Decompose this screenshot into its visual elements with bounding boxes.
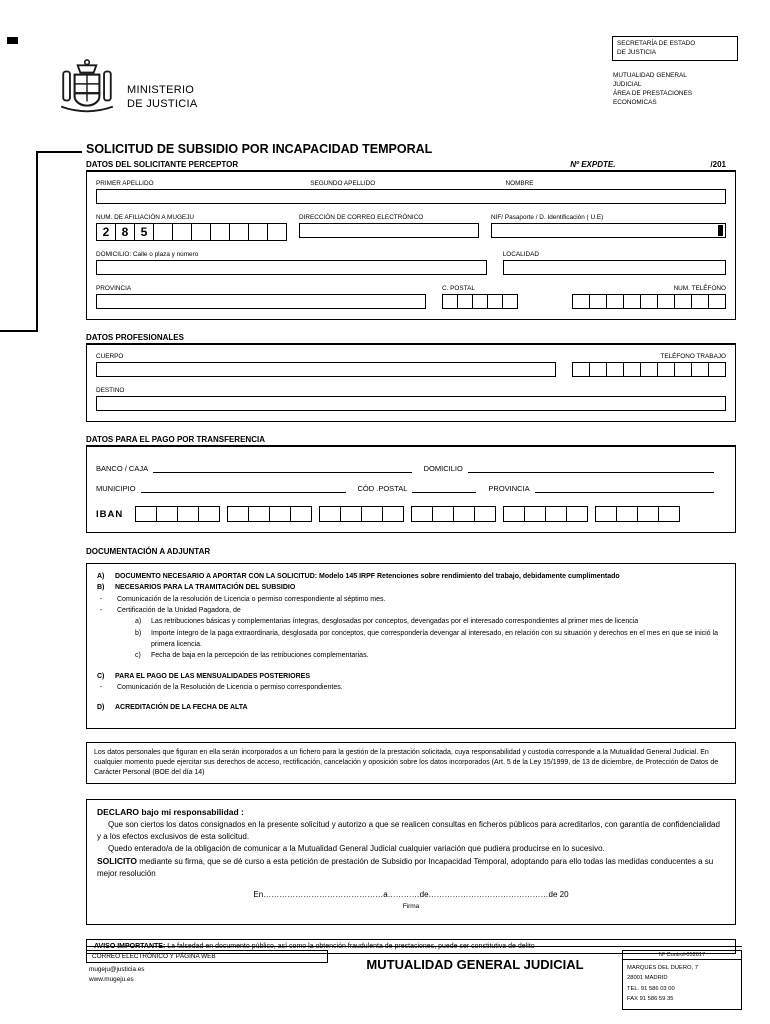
- section-title-documentation: DOCUMENTACIÓN A ADJUNTAR: [86, 547, 211, 556]
- solicito-label: SOLICITO: [97, 855, 137, 866]
- char-cell[interactable]: [503, 506, 525, 522]
- section-title-payment: DATOS PARA EL PAGO POR TRANSFERENCIA: [86, 435, 265, 444]
- iban-cells-group: [319, 506, 404, 522]
- expdte-label: Nº EXPDTE.: [570, 160, 616, 169]
- organization-block: [613, 72, 692, 108]
- nif-field[interactable]: [491, 223, 726, 238]
- expdte-value: /201: [710, 160, 726, 169]
- spain-coat-of-arms-logo: [56, 56, 118, 118]
- organization-line: JUDICIAL: [613, 80, 642, 88]
- organization-line: MUTUALIDAD GENERAL: [613, 72, 687, 79]
- domicilio-field[interactable]: [96, 260, 487, 275]
- footer-address-block: [622, 950, 742, 1010]
- doc-marker: B): [97, 584, 105, 592]
- telefono-trabajo-group: [572, 353, 726, 377]
- doc-text: Las retribuciones básicas y complementarias íntegras, desglosadas por conceptos, devengadas por el interesado correspondientes al primer mes de licencia: [151, 618, 639, 626]
- localidad-field[interactable]: [503, 260, 726, 275]
- iban-cells-group: [227, 506, 312, 522]
- doc-text: PARA EL PAGO DE LAS MENSUALIDADES POSTERIORES: [115, 672, 310, 680]
- ministry-line: MINISTERIO: [127, 84, 195, 96]
- label-destino: DESTINO: [96, 387, 125, 394]
- char-cell[interactable]: [545, 506, 567, 522]
- documentation-list: [86, 563, 736, 729]
- char-cell[interactable]: [319, 506, 341, 522]
- doc-text: Importe íntegro de la paga extraordinaria, desglosada por conceptos, que correspondería devengar al interesado, en relación con su situación y derechos en el mes en que se inició la primera licencia.: [151, 629, 718, 648]
- declaration-paragraph: Quedo enterado/a de la obligación de comunicar a la Mutualidad General Judicial cualquier variación que pudiera producirse en lo sucesivo.: [108, 843, 605, 853]
- secretaria-line: SECRETARÍA DE ESTADO: [617, 40, 696, 47]
- char-cell[interactable]: [267, 223, 287, 241]
- label-primer-apellido: PRIMER APELLIDO: [96, 180, 154, 187]
- char-cell[interactable]: [172, 223, 192, 241]
- char-cell[interactable]: [382, 506, 404, 522]
- ministry-line: DE JUSTICIA: [127, 97, 198, 110]
- secretaria-line: DE JUSTICIA: [617, 48, 657, 56]
- domicilio-group: [96, 251, 487, 275]
- char-cell[interactable]: [290, 506, 312, 522]
- doc-marker: a): [135, 618, 142, 626]
- footer-website[interactable]: www.mugeju.es: [89, 976, 134, 983]
- footer-address-line: TEL. 91 586 03 00: [627, 985, 675, 992]
- cpostal-cells: [442, 294, 518, 309]
- section-title-applicant: DATOS DEL SOLICITANTE PERCEPTOR: [86, 160, 239, 169]
- char-cell[interactable]: [361, 506, 383, 522]
- char-cell[interactable]: [156, 506, 178, 522]
- label-telefono-trabajo: TELÉFONO TRABAJO: [660, 353, 726, 360]
- char-cell[interactable]: [227, 506, 249, 522]
- municipio-field[interactable]: [141, 484, 346, 493]
- doc-text: Certificación de la Unidad Pagadora, de: [117, 606, 241, 614]
- char-cell[interactable]: [674, 294, 692, 309]
- label-pago-provincia: PROVINCIA: [488, 484, 530, 493]
- page-title: SOLICITUD DE SUBSIDIO POR INCAPACIDAD TEMPORAL: [86, 142, 433, 156]
- cod-postal-field[interactable]: [412, 484, 476, 493]
- char-cell[interactable]: [177, 506, 199, 522]
- iban-row: [96, 506, 726, 522]
- footer-contact-block: [86, 950, 328, 983]
- doc-item: [97, 605, 725, 616]
- char-cell[interactable]: [640, 362, 658, 377]
- char-cell[interactable]: [640, 294, 658, 309]
- doc-marker: D): [97, 704, 105, 712]
- afiliacion-group: [96, 214, 287, 241]
- footer-address: [623, 960, 741, 1009]
- registration-mark: [7, 37, 18, 44]
- telefono-group: [572, 285, 726, 309]
- doc-item: [97, 650, 725, 661]
- aviso-label: AVISO IMPORTANTE:: [94, 942, 166, 950]
- section-payment-header: [86, 435, 736, 447]
- footer-org-name: MUTUALIDAD GENERAL JUDICIAL: [366, 957, 584, 972]
- doc-item: [97, 594, 725, 605]
- label-segundo-apellido: SEGUNDO APELLIDO: [310, 180, 376, 187]
- iban-cells-group: [411, 506, 496, 522]
- label-nif: NIF/ Pasaporte / D. Identificación ( U.E): [491, 214, 604, 221]
- email-field[interactable]: [299, 223, 479, 238]
- declaration-paragraph: Que son ciertos los datos consignados en la presente solicitud y autorizo a que se realicen consultas en ficheros públicos para acreditarlos, con garantía de confidencialidad y a los efectos exclusivos de esta solicitud.: [97, 819, 720, 841]
- char-cell[interactable]: [457, 294, 473, 309]
- section-applicant-header: [86, 160, 736, 172]
- doc-marker: b): [135, 629, 142, 637]
- label-nombre: NOMBRE: [505, 180, 534, 187]
- char-cell[interactable]: [657, 362, 675, 377]
- char-cell[interactable]: [474, 506, 496, 522]
- doc-text: DOCUMENTO NECESARIO A APORTAR CON LA SOLICITUD: Modelo 145 IRPF Retenciones sobre rendimiento del trabajo, debidamente cumplimentado: [115, 573, 620, 580]
- char-cell[interactable]: [453, 506, 475, 522]
- footer-address-line: MARQUÉS DEL DUERO, 7: [627, 965, 698, 971]
- char-cell[interactable]: [411, 506, 433, 522]
- char-cell[interactable]: [248, 506, 270, 522]
- label-domicilio: DOMICILIO: Calle o plaza y número: [96, 251, 199, 258]
- footer-email[interactable]: mugeju@justicia.es: [89, 966, 145, 973]
- char-cell[interactable]: [210, 223, 230, 241]
- char-cell[interactable]: [674, 362, 692, 377]
- char-cell[interactable]: 8: [115, 223, 135, 241]
- provincia-field[interactable]: [96, 294, 426, 309]
- char-cell[interactable]: 5: [134, 223, 154, 241]
- label-cuerpo: CUERPO: [96, 353, 124, 360]
- label-telefono: NUM. TELÉFONO: [673, 285, 726, 292]
- char-cell[interactable]: [198, 506, 220, 522]
- footer-address-line: FAX 91 586 59 35: [627, 996, 674, 1003]
- destino-field[interactable]: [96, 396, 726, 411]
- telefono-cells: [572, 294, 726, 309]
- label-afiliacion: NUM. DE AFILIACIÓN A MUGEJU: [96, 214, 195, 221]
- char-cell[interactable]: [572, 294, 590, 309]
- secretaria-box: [612, 36, 738, 61]
- char-cell[interactable]: [623, 294, 641, 309]
- char-cell[interactable]: 2: [96, 223, 116, 241]
- localidad-group: [503, 251, 726, 275]
- telefono-trabajo-cells: [572, 362, 726, 377]
- label-c-postal: C. POSTAL: [442, 285, 475, 292]
- char-cell[interactable]: [606, 294, 624, 309]
- field-end-mark: [718, 225, 723, 236]
- char-cell[interactable]: [472, 294, 488, 309]
- char-cell[interactable]: [487, 294, 503, 309]
- section-professional-header: [86, 333, 736, 345]
- iban-cells-group: [595, 506, 680, 522]
- doc-item: [97, 582, 725, 593]
- char-cell[interactable]: [153, 223, 173, 241]
- char-cell[interactable]: [135, 506, 157, 522]
- pago-provincia-field[interactable]: [535, 484, 714, 493]
- label-pago-domicilio: DOMICILIO: [423, 464, 463, 473]
- doc-item: [97, 682, 725, 693]
- aviso-text: La falsedad en documento público, así como la obtención fraudulenta de prestaciones, puede ser constitutiva de delito: [165, 942, 535, 950]
- char-cell[interactable]: [248, 223, 268, 241]
- doc-marker: -: [100, 606, 103, 614]
- signature-label: Firma: [402, 902, 420, 910]
- afiliacion-cells: [96, 223, 287, 241]
- email-group: [299, 214, 479, 241]
- char-cell[interactable]: [229, 223, 249, 241]
- cpostal-group: [442, 285, 518, 309]
- organization-line: ÁREA DE PRESTACIONES: [613, 89, 693, 97]
- nif-group: [491, 214, 726, 241]
- footer-contact-title: CORREO ELECTRÓNICO Y PÁGINA WEB: [86, 950, 328, 963]
- apellidos-nombre-field[interactable]: [96, 189, 726, 204]
- char-cell[interactable]: [595, 506, 617, 522]
- footer-address-line: 28001 MADRID: [627, 975, 668, 982]
- char-cell[interactable]: [623, 362, 641, 377]
- provincia-group: [96, 285, 426, 309]
- doc-item: [97, 571, 725, 582]
- doc-text: Comunicación de la Resolución de Licencia o permiso correspondientes.: [117, 683, 343, 691]
- doc-text: ACREDITACIÓN DE LA FECHA DE ALTA: [115, 704, 248, 712]
- section-applicant: [86, 172, 736, 320]
- doc-text: Fecha de baja en la percepción de las retribuciones complementarias.: [151, 652, 369, 660]
- declaration-heading: DECLARO bajo mi responsabilidad :: [97, 807, 244, 818]
- name-labels-row: [96, 180, 726, 189]
- destino-group: [96, 387, 726, 411]
- label-municipio: MUNICIPIO: [96, 484, 136, 493]
- label-email: DIRECCIÓN DE CORREO ELECTRÓNICO: [299, 214, 424, 221]
- fold-mark-top: [36, 151, 82, 153]
- char-cell[interactable]: [658, 506, 680, 522]
- char-cell[interactable]: [589, 294, 607, 309]
- footer: [86, 946, 742, 1010]
- char-cell[interactable]: [708, 294, 726, 309]
- organization-line: ECONOMICAS: [613, 98, 657, 106]
- char-cell[interactable]: [191, 223, 211, 241]
- char-cell[interactable]: [524, 506, 546, 522]
- section-title-professional: DATOS PROFESIONALES: [86, 333, 184, 342]
- label-banco: BANCO / CAJA: [96, 464, 149, 473]
- doc-item: [97, 671, 725, 682]
- section-payment: [86, 447, 736, 533]
- footer-control-number: Nº Control-052017: [623, 951, 741, 960]
- doc-marker: c): [135, 652, 141, 660]
- ministry-name: [127, 84, 198, 112]
- solicito-paragraph: [97, 855, 725, 880]
- char-cell[interactable]: [708, 362, 726, 377]
- doc-text: NECESARIOS PARA LA TRAMITACIÓN DEL SUBSIDIO: [115, 584, 296, 592]
- char-cell[interactable]: [589, 362, 607, 377]
- doc-item: [97, 628, 725, 651]
- doc-item: [97, 616, 725, 627]
- doc-marker: A): [97, 573, 105, 580]
- char-cell[interactable]: [616, 506, 638, 522]
- privacy-notice: Los datos personales que figuran en ella serán incorporados a un fichero para la gestión de la prestación solicitada, cuya responsabilidad y custodia corresponde a la Mutualidad General Judicial. En cualquier momento puede ejercitar sus derechos de acceso, rectificación, cancelación y oposición sobre los datos incorporados (Art. 5 de la Ley 15/1999, de 13 de diciembre, de Protección de Datos de Carácter Personal (BOE del día 14): [86, 742, 736, 784]
- char-cell[interactable]: [566, 506, 588, 522]
- doc-marker: -: [100, 595, 103, 603]
- pago-domicilio-field[interactable]: [468, 464, 714, 473]
- char-cell[interactable]: [502, 294, 518, 309]
- iban-cells-group: [135, 506, 220, 522]
- char-cell[interactable]: [606, 362, 624, 377]
- section-professional: [86, 345, 736, 422]
- char-cell[interactable]: [442, 294, 458, 309]
- char-cell[interactable]: [269, 506, 291, 522]
- doc-item: [97, 702, 725, 713]
- char-cell[interactable]: [657, 294, 675, 309]
- char-cell[interactable]: [691, 362, 709, 377]
- char-cell[interactable]: [637, 506, 659, 522]
- solicito-text: mediante su firma, que se dé curso a esta petición de prestación de Subsidio por Incapacidad Temporal, adoptando para ello todas las medidas conducentes a su mejor resolución: [97, 856, 714, 878]
- banco-field[interactable]: [153, 464, 412, 473]
- doc-text: Comunicación de la resolución de Licencia o permiso correspondiente al séptimo mes.: [117, 595, 386, 603]
- label-iban: IBAN: [96, 508, 124, 520]
- fold-mark-bottom: [0, 330, 38, 332]
- char-cell[interactable]: [572, 362, 590, 377]
- cuerpo-group: [96, 353, 556, 377]
- label-provincia: PROVINCIA: [96, 285, 132, 292]
- label-cod-postal: CÓD .POSTAL: [357, 484, 408, 493]
- char-cell[interactable]: [691, 294, 709, 309]
- iban-cells-group: [503, 506, 588, 522]
- char-cell[interactable]: [432, 506, 454, 522]
- fold-mark-vertical: [36, 151, 38, 332]
- char-cell[interactable]: [340, 506, 362, 522]
- doc-marker: -: [100, 683, 103, 691]
- doc-marker: C): [97, 672, 105, 680]
- date-line[interactable]: En………………………………………a…………de………………………………………de 20: [253, 889, 569, 899]
- cuerpo-field[interactable]: [96, 362, 556, 377]
- declaration-box: [86, 799, 736, 925]
- label-localidad: LOCALIDAD: [502, 251, 539, 258]
